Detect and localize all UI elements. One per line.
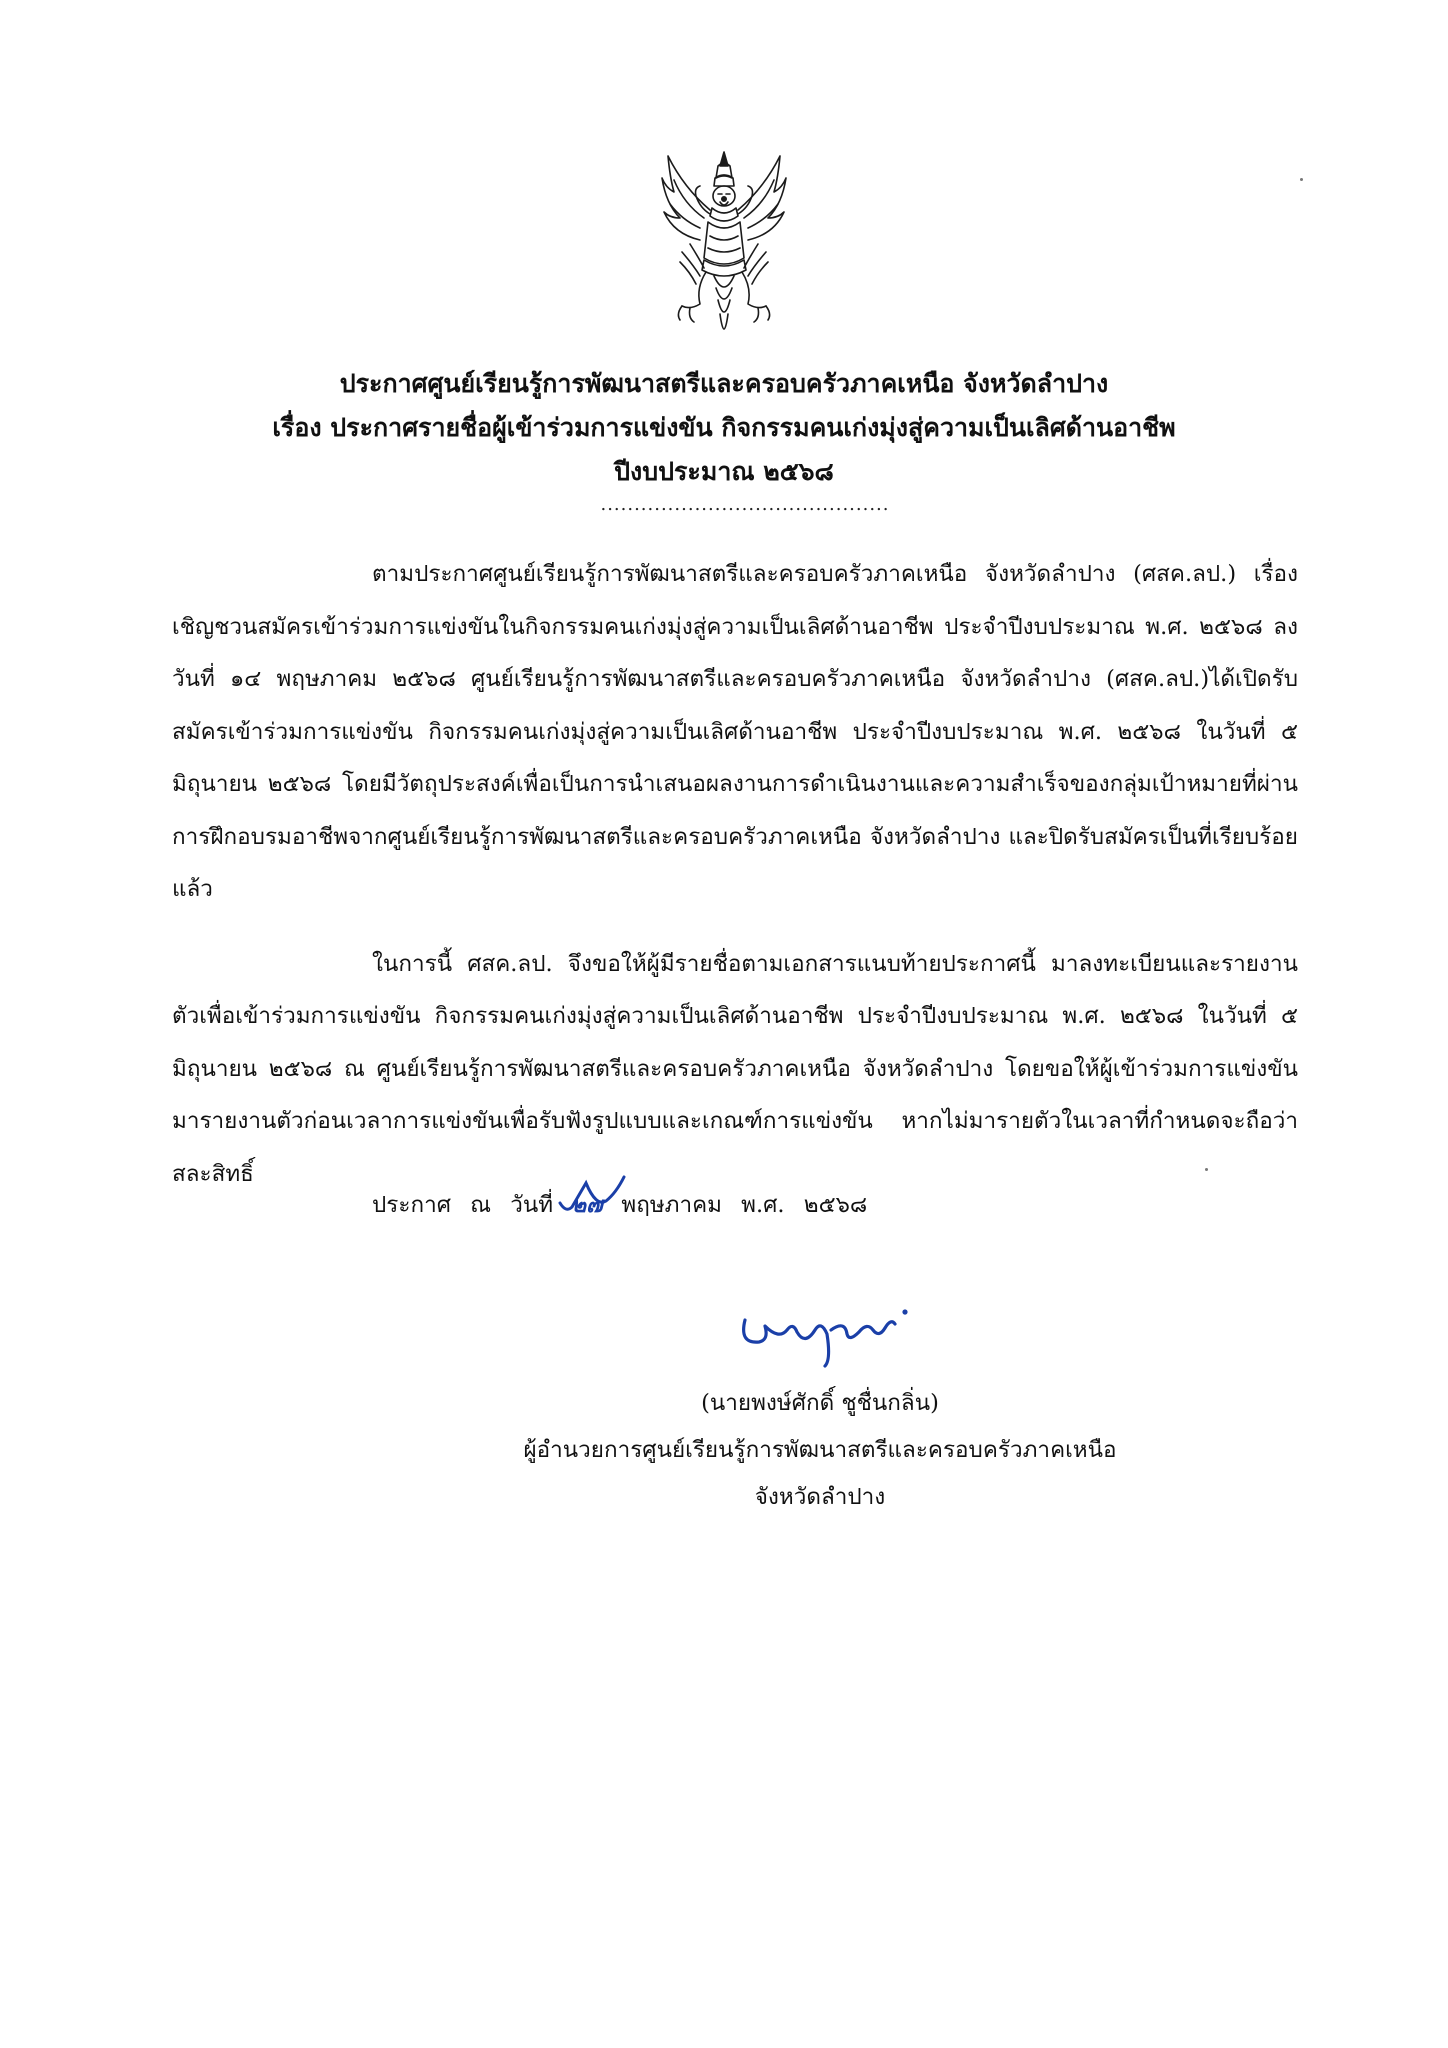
heading-title: ประกาศศูนย์เรียนรู้การพัฒนาสตรีและครอบครัวภาคเหนือ จังหวัดลำปาง bbox=[339, 369, 1109, 398]
body-paragraph-1: ตามประกาศศูนย์เรียนรู้การพัฒนาสตรีและครอบครัวภาคเหนือ จังหวัดลำปาง (ศสค.ลป.) เรื่อง เชิญชวนสมัครเข้าร่วมการแข่งขันในกิจกรรมคนเก่งมุ่งสู่ความเป็นเลิศด้านอาชีพ ประจำปีงบประมาณ พ.ศ. ๒๕๖๘ ลงวันที่ ๑๔ พฤษภาคม ๒๕๖๘ ศูนย์เรียนรู้การพัฒนาสตรีและครอบครัวภาคเหนือ จังหวัดลำปาง (ศสค.ลป.)ได้เปิดรับสมัครเข้าร่วมการแข่งขัน กิจกรรมคนเก่งมุ่งสู่ความเป็นเลิศด้านอาชีพ ประจำปีงบประมาณ พ.ศ. ๒๕๖๘ ในวันที่ ๕ มิถุนายน ๒๕๖๘ โดยมีวัตถุประสงค์เพื่อเป็นการนำเสนอผลงานการดำเนินงานและความสำเร็จของกลุ่มเป้าหมายที่ผ่านการฝึกอบรมอาชีพจากศูนย์เรียนรู้การพัฒนาสตรีและครอบครัวภาคเหนือ จังหวัดลำปาง และปิดรับสมัครเป็นที่เรียบร้อยแล้ว bbox=[172, 561, 1298, 902]
signatory-province: จังหวัดลำปาง bbox=[754, 1484, 886, 1510]
garuda-emblem bbox=[660, 148, 788, 348]
announcement-date bbox=[372, 1186, 867, 1222]
date-era: พ.ศ. bbox=[741, 1192, 785, 1218]
announcement-body bbox=[172, 548, 1298, 1200]
heading-subject: เรื่อง ประกาศรายชื่อผู้เข้าร่วมการแข่งขัน กิจกรรมคนเก่งมุ่งสู่ความเป็นเลิศด้านอาชีพ bbox=[272, 413, 1176, 442]
scan-speck bbox=[1300, 178, 1303, 181]
handwritten-check-mark bbox=[556, 1173, 626, 1217]
date-prefix: ประกาศ bbox=[372, 1192, 451, 1218]
handwritten-signature bbox=[735, 1290, 915, 1370]
signatory-position: ผู้อำนวยการศูนย์เรียนรู้การพัฒนาสตรีและครอบครัวภาคเหนือ bbox=[523, 1437, 1117, 1463]
announcement-heading bbox=[200, 362, 1248, 494]
signatory-name: (นายพงษ์ศักดิ์ ชูชื่นกลิ่น) bbox=[701, 1390, 939, 1416]
body-paragraph-2: ในการนี้ ศสค.ลป. จึงขอให้ผู้มีรายชื่อตามเอกสารแนบท้ายประกาศนี้ มาลงทะเบียนและรายงานตัวเพื่อเข้าร่วมการแข่งขัน กิจกรรมคนเก่งมุ่งสู่ความเป็นเลิศด้านอาชีพ ประจำปีงบประมาณ พ.ศ. ๒๕๖๘ ในวันที่ ๕ มิถุนายน ๒๕๖๘ ณ ศูนย์เรียนรู้การพัฒนาสตรีและครอบครัวภาคเหนือ จังหวัดลำปาง โดยขอให้ผู้เข้าร่วมการแข่งขัน มารายงานตัวก่อนเวลาการแข่งขันเพื่อรับฟังรูปแบบและเกณฑ์การแข่งขัน หากไม่มารายตัวในเวลาที่กำหนดจะถือว่าสละสิทธิ์ bbox=[172, 950, 1298, 1187]
date-day-label: วันที่ bbox=[510, 1192, 554, 1218]
scan-speck bbox=[1205, 1168, 1208, 1171]
heading-fiscal-year: ปีงบประมาณ ๒๕๖๘ bbox=[614, 457, 834, 486]
handwritten-day bbox=[560, 1187, 614, 1222]
date-at: ณ bbox=[470, 1192, 492, 1218]
handwritten-day-number: ๒๗ bbox=[571, 1193, 603, 1218]
signatory-block bbox=[480, 1380, 1160, 1521]
date-month: พฤษภาคม bbox=[621, 1192, 722, 1218]
date-year: ๒๕๖๘ bbox=[803, 1192, 868, 1218]
heading-separator: ........................................... bbox=[600, 494, 890, 515]
